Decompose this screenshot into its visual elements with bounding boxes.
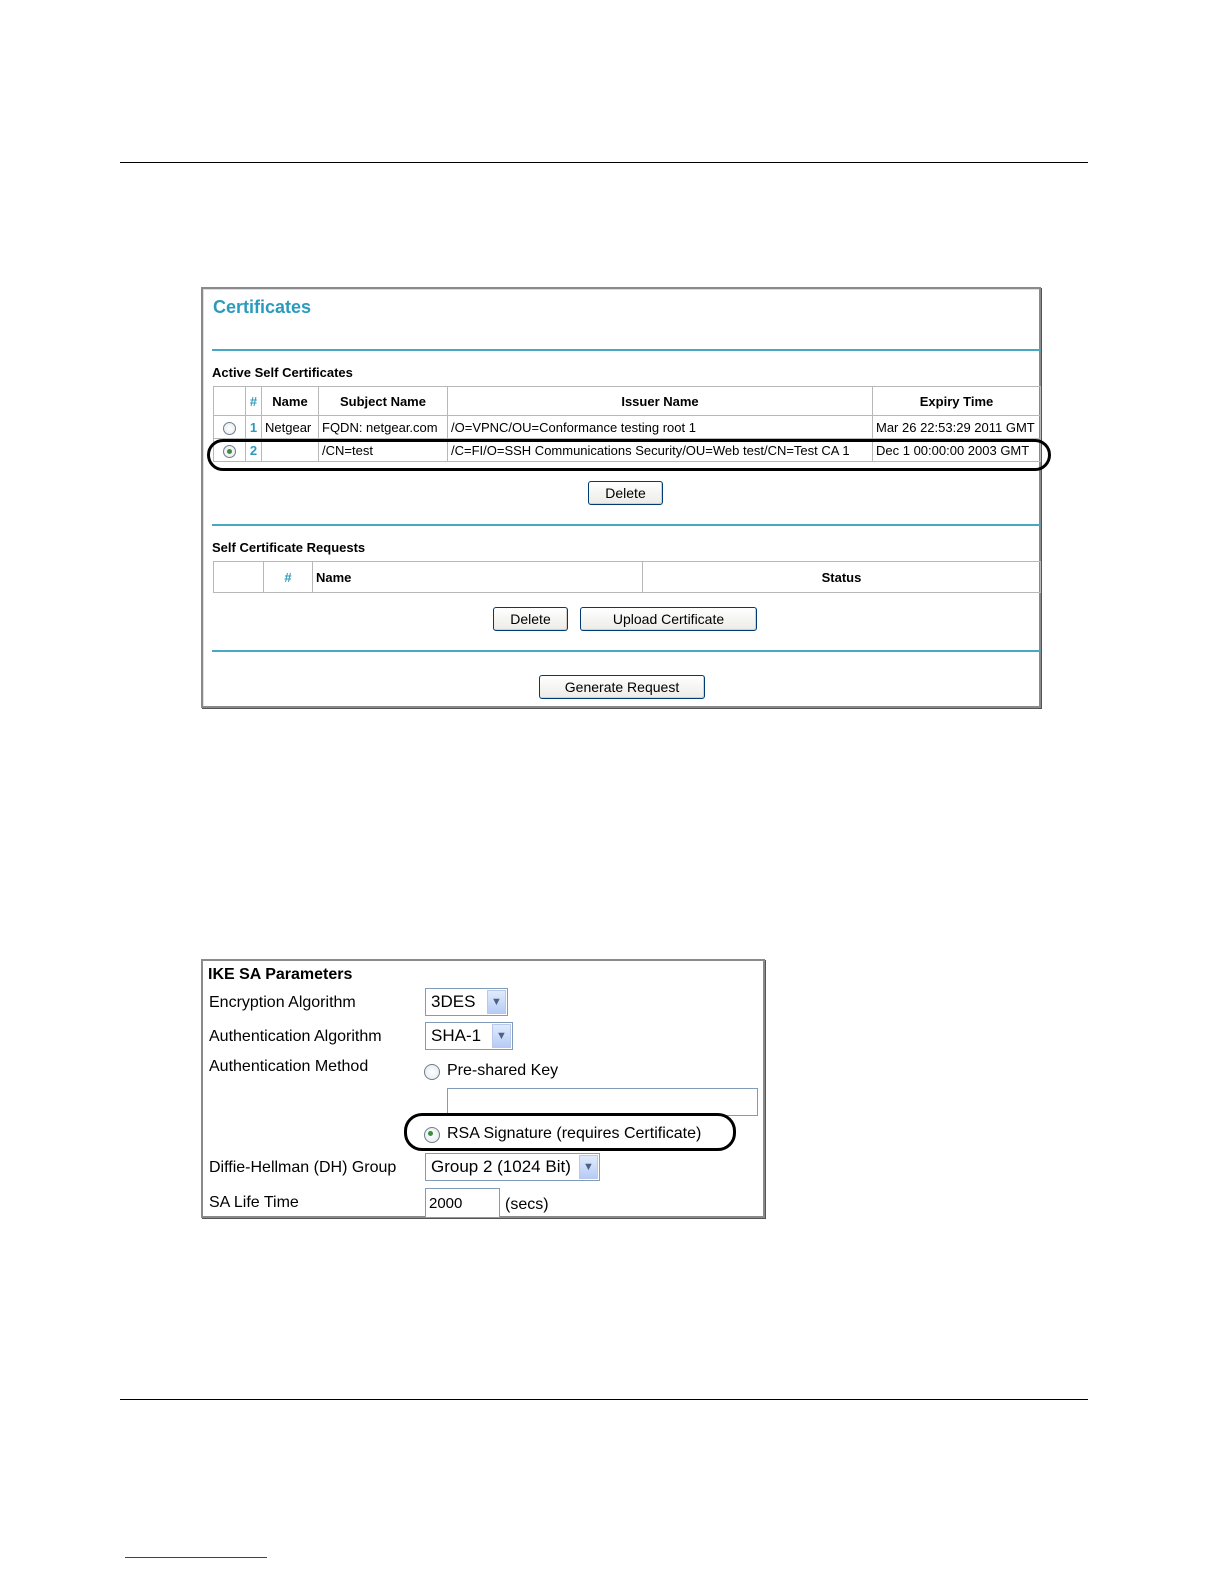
row-expiry: Dec 1 00:00:00 2003 GMT [873, 439, 1041, 462]
row-issuer: /O=VPNC/OU=Conformance testing root 1 [448, 416, 873, 439]
select-column-header [214, 562, 264, 593]
highlight-oval [207, 439, 1051, 471]
self-certificate-requests-heading: Self Certificate Requests [212, 540, 366, 555]
row-expiry: Mar 26 22:53:29 2011 GMT [873, 416, 1041, 439]
ike-sa-parameters-heading: IKE SA Parameters [208, 966, 353, 983]
issuer-name-column-header: Issuer Name [448, 387, 873, 416]
table-row[interactable] [214, 416, 1041, 439]
chevron-down-icon[interactable]: ▼ [579, 1155, 598, 1179]
select-column-header [214, 387, 246, 416]
number-column-header: # [264, 562, 313, 593]
rsa-signature-label: RSA Signature (requires Certificate) [447, 1125, 702, 1142]
row-subject: /CN=test [319, 439, 448, 462]
authentication-algorithm-label: Authentication Algorithm [209, 1028, 382, 1045]
row-number: 2 [246, 439, 262, 462]
divider [212, 650, 1041, 652]
row-name: Netgear [262, 416, 319, 439]
encryption-algorithm-label: Encryption Algorithm [209, 994, 356, 1011]
upload-certificate-button[interactable]: Upload Certificate [580, 607, 757, 631]
certificates-panel [201, 287, 1041, 708]
number-column-header: # [246, 387, 262, 416]
delete-certificate-button[interactable]: Delete [588, 481, 663, 505]
encryption-algorithm-value: 3DES [431, 992, 476, 1011]
footer-link-underline [125, 1557, 267, 1558]
chevron-down-icon[interactable]: ▼ [487, 990, 506, 1014]
expiry-time-column-header: Expiry Time [873, 387, 1041, 416]
authentication-algorithm-value: SHA-1 [431, 1026, 482, 1045]
dh-group-value: Group 2 (1024 Bit) [431, 1157, 571, 1176]
authentication-algorithm-select[interactable] [425, 1022, 513, 1050]
table-header-row [214, 562, 1041, 593]
preshared-key-input[interactable] [447, 1088, 758, 1116]
divider [212, 349, 1041, 351]
footer-rule [120, 1399, 1088, 1400]
preshared-key-radio[interactable] [424, 1064, 440, 1080]
ike-sa-parameters-panel [201, 959, 765, 1218]
page-title: Certificates [213, 297, 312, 317]
authentication-method-label: Authentication Method [209, 1058, 369, 1075]
name-column-header: Name [313, 562, 643, 593]
row-subject: FQDN: netgear.com [319, 416, 448, 439]
delete-request-button[interactable]: Delete [493, 607, 568, 631]
row-issuer: /C=FI/O=SSH Communications Security/OU=Web test/CN=Test CA 1 [448, 439, 873, 462]
dh-group-select[interactable] [425, 1153, 600, 1181]
highlight-oval [404, 1113, 736, 1151]
sa-life-time-input[interactable] [425, 1188, 500, 1218]
sa-life-time-label: SA Life Time [209, 1194, 299, 1211]
name-column-header: Name [262, 387, 319, 416]
subject-name-column-header: Subject Name [319, 387, 448, 416]
encryption-algorithm-select[interactable] [425, 988, 508, 1016]
header-rule [120, 162, 1088, 163]
chevron-down-icon[interactable]: ▼ [492, 1024, 511, 1048]
row-select-cell[interactable] [214, 416, 246, 439]
row-number: 1 [246, 416, 262, 439]
generate-request-button[interactable]: Generate Request [539, 675, 705, 699]
sa-life-time-unit: (secs) [505, 1196, 549, 1213]
preshared-key-label: Pre-shared Key [447, 1062, 559, 1079]
status-column-header: Status [643, 562, 1041, 593]
certificate-requests-table [213, 561, 1041, 593]
table-header-row [214, 387, 1041, 416]
dh-group-label: Diffie-Hellman (DH) Group [209, 1159, 397, 1176]
row-radio[interactable] [223, 422, 236, 435]
divider [212, 524, 1041, 526]
active-self-certificates-heading: Active Self Certificates [212, 365, 353, 380]
